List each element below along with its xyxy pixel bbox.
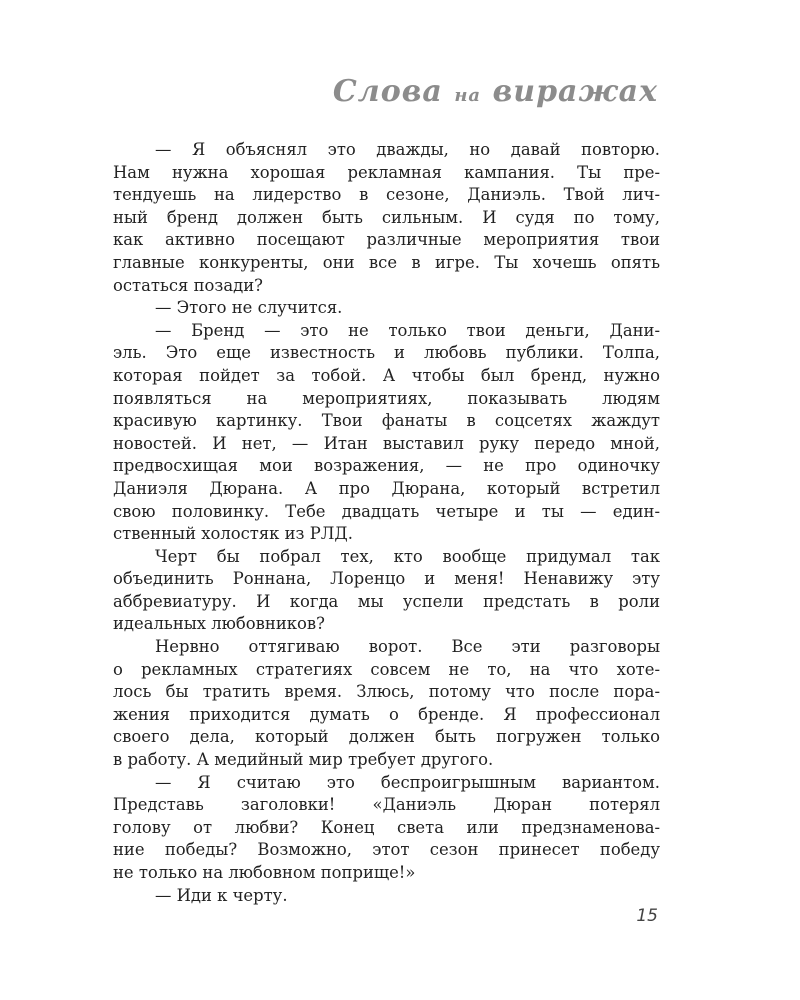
text-line: остаться позади? [113, 275, 263, 295]
running-head-title [333, 74, 658, 109]
text-line: появляться на мероприятиях, показывать людям [113, 388, 660, 408]
text-line: объединить Роннана, Лоренцо и меня! Ненавижу эту [113, 569, 660, 589]
text-line: эль. Это еще известность и любовь публики. Толпа, [113, 343, 660, 363]
text-line: лось бы тратить время. Злюсь, потому что после пора- [113, 682, 660, 702]
running-head-word-1: Слова [332, 74, 443, 109]
text-line: голову от любви? Конец света или предзнаменова- [113, 817, 660, 837]
text-line: — Иди к черту. [155, 885, 288, 905]
text-line: аббревиатуру. И когда мы успели предстать в роли [113, 591, 660, 611]
running-head-word-2: на [454, 85, 482, 106]
text-line: ние победы? Возможно, этот сезон принесет победу [113, 840, 660, 860]
text-line: своего дела, который должен быть погружен только [113, 727, 660, 747]
text-line: предвосхищая мои возражения, — не про одиночку [113, 456, 660, 476]
text-line: идеальных любовников? [113, 614, 325, 634]
page-number: 15 [636, 906, 658, 926]
text-line: — Этого не случится. [155, 298, 343, 318]
text-line: свою половинку. Тебе двадцать четыре и ты — един- [113, 501, 660, 521]
text-line: Нам нужна хорошая рекламная кампания. Ты пре- [113, 162, 660, 182]
text-line: Черт бы побрал тех, кто вообще придумал так [155, 546, 660, 566]
text-line: в работу. А медийный мир требует другого. [113, 750, 494, 770]
text-line: Представь заголовки! «Даниэль Дюран потерял [113, 795, 660, 815]
text-line: жения приходится думать о бренде. Я профессионал [113, 704, 660, 724]
text-line: красивую картинку. Твои фанаты в соцсетях жаждут [113, 411, 660, 431]
text-line: — Я объяснял это дважды, но давай повторю. [155, 140, 660, 159]
text-line: которая пойдет за тобой. А чтобы был бренд, нужно [113, 365, 660, 385]
text-line: — Бренд — это не только твои деньги, Дани- [155, 320, 660, 340]
text-line: тендуешь на лидерство в сезоне, Даниэль. Твой лич- [113, 185, 660, 205]
text-line: не только на любовном поприще!» [113, 863, 416, 882]
text-line: Нервно оттягиваю ворот. Все эти разговоры [155, 637, 660, 657]
text-line: новостей. И нет, — Итан выставил руку передо мной, [113, 433, 660, 453]
text-line: — Я считаю это беспроигрышным вариантом. [155, 772, 660, 792]
text-line: Даниэля Дюрана. А про Дюрана, который встретил [113, 478, 660, 498]
text-line: о рекламных стратегиях совсем не то, на что хоте- [113, 659, 660, 679]
running-head-word-3: виражах [492, 74, 658, 109]
text-line: главные конкуренты, они все в игре. Ты хочешь опять [113, 252, 660, 272]
text-line: ный бренд должен быть сильным. И судя по тому, [113, 207, 660, 227]
text-line: как активно посещают различные мероприятия твои [113, 230, 660, 250]
text-line: ственный холостяк из РЛД. [113, 524, 353, 544]
body-text [113, 139, 660, 907]
